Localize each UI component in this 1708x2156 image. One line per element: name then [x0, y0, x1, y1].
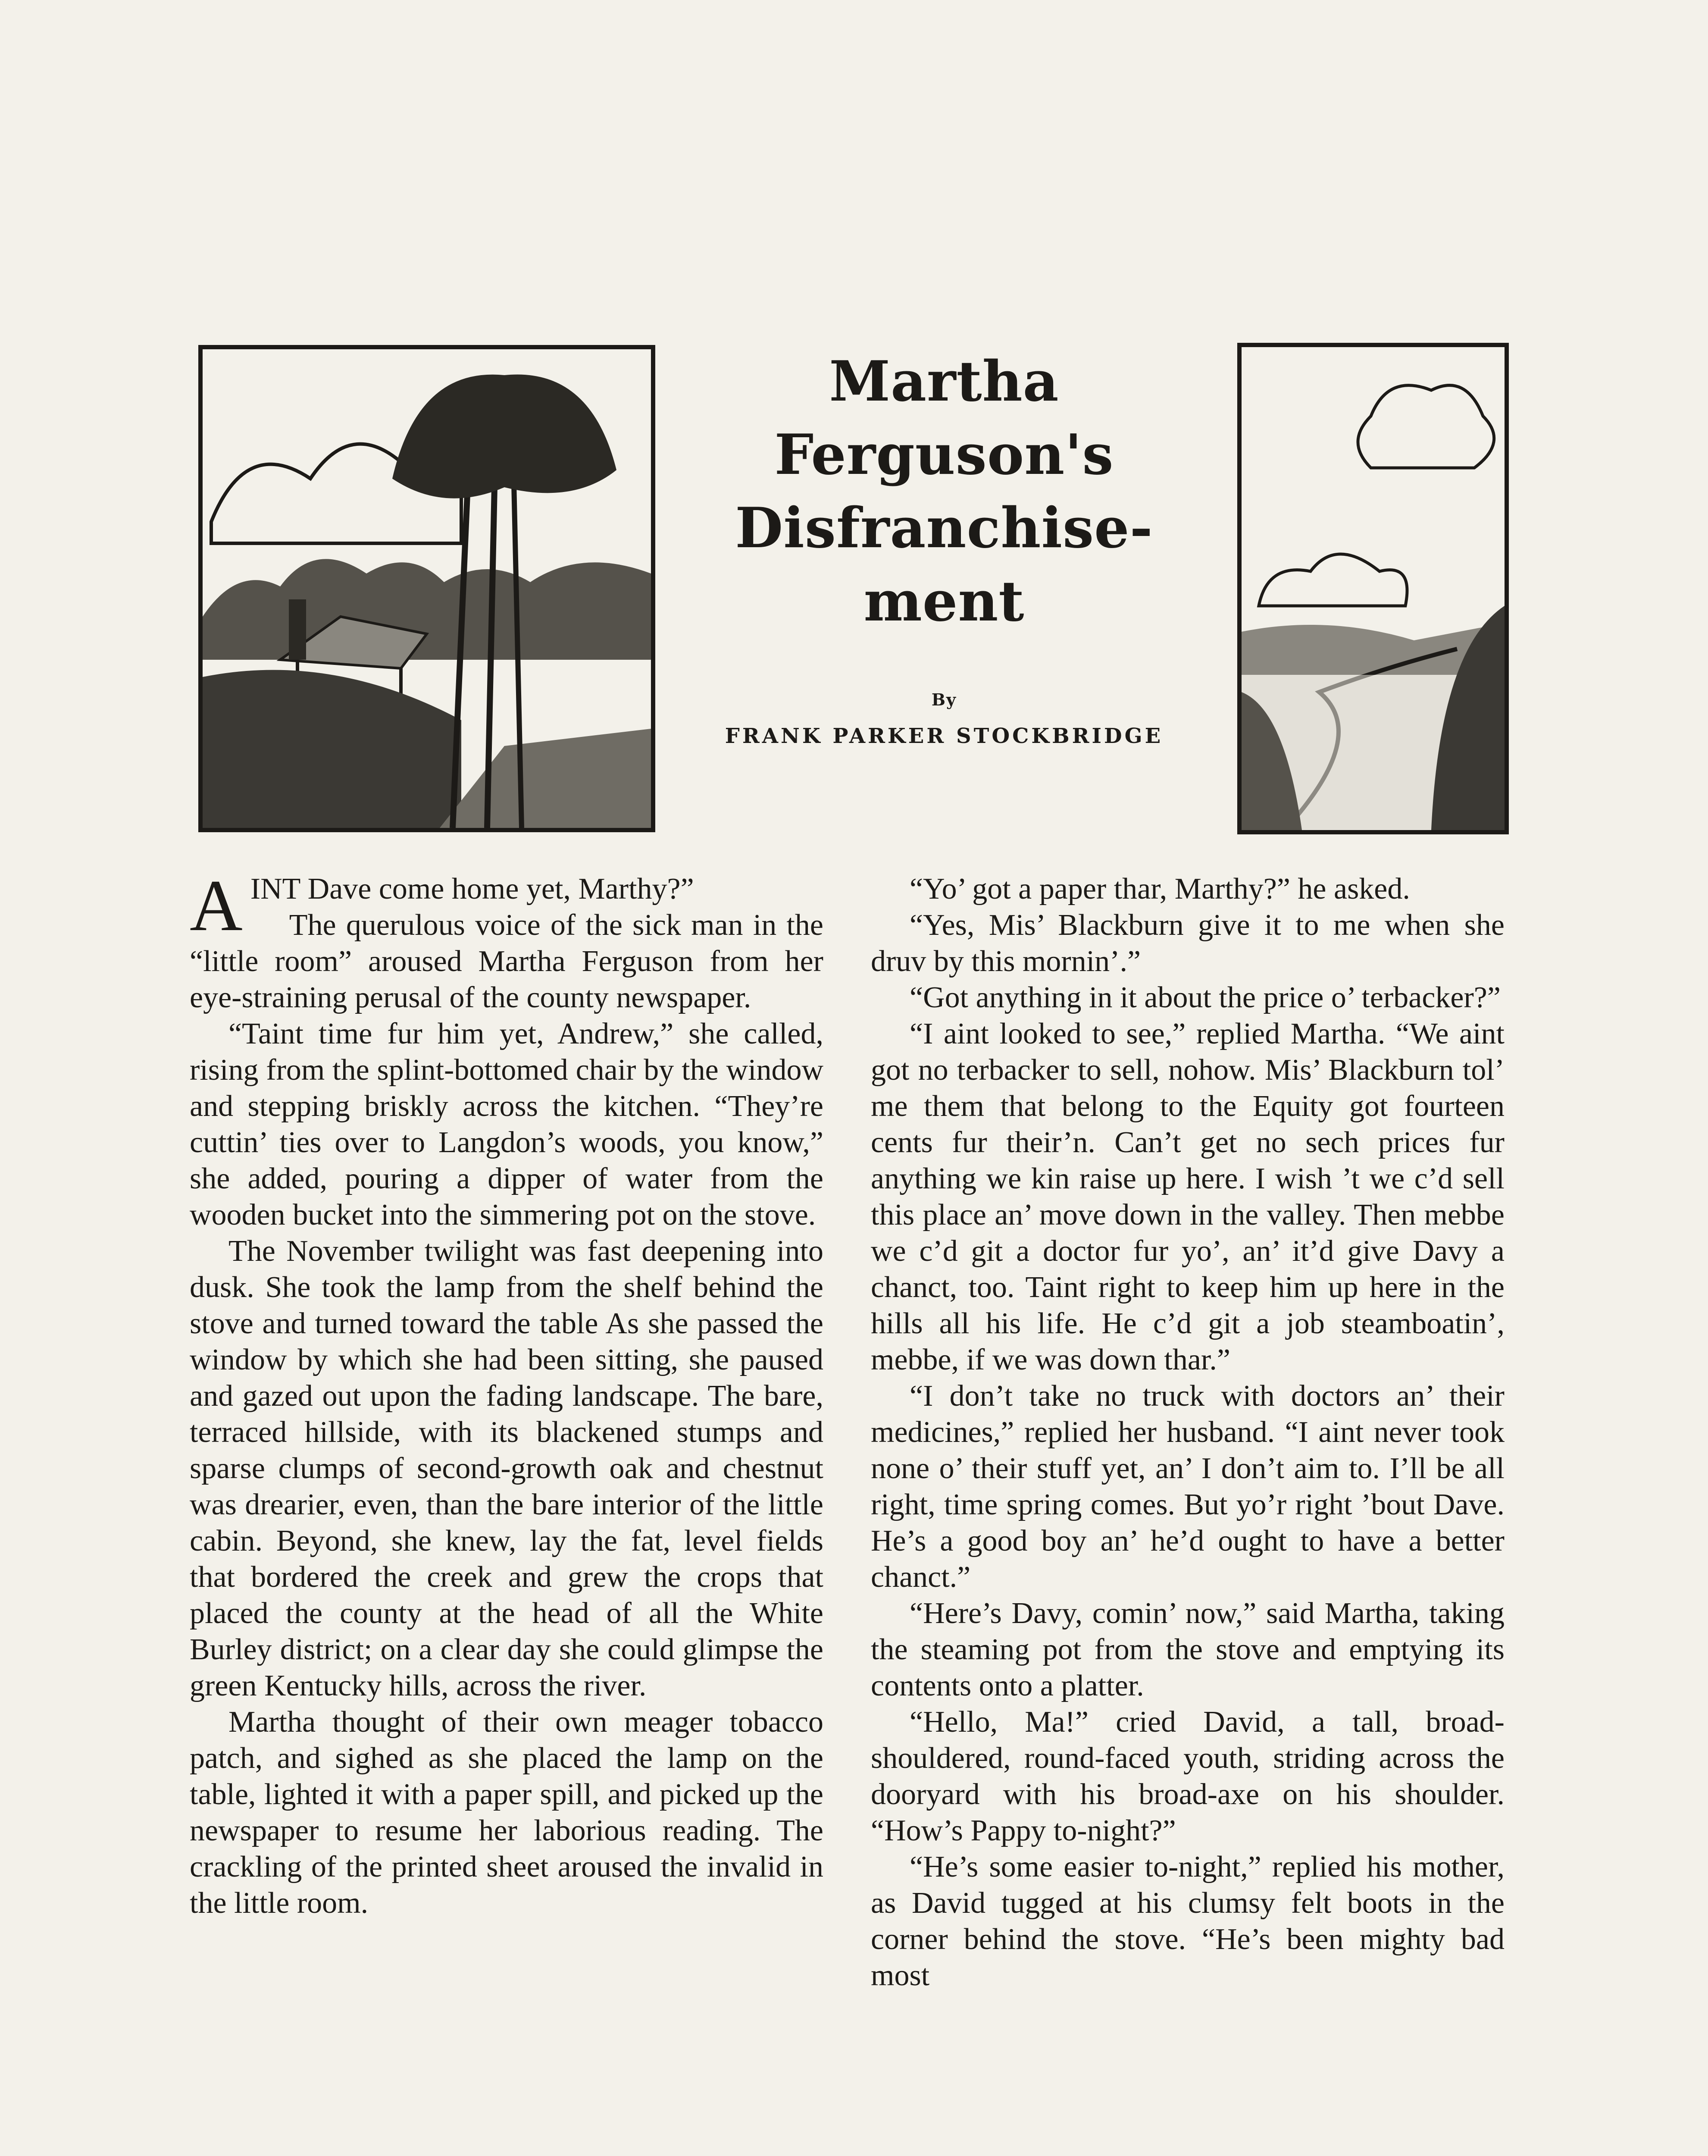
paragraph: “Yes, Mis’ Blackburn give it to me when she druv by this mornin’.” — [871, 909, 1505, 978]
paragraph: “I don’t take no truck with doctors an’ their medicines,” replied her husband. “I aint never took none o’ their stuff yet, an’ I don’t aim to. I’ll be all right, time spring comes. But yo’r right ’bout Dave. He’s a good boy an’ he’d ought to have a better chanct.” — [871, 1379, 1505, 1594]
article-title: Martha Ferguson's Disfranchise- ment — [735, 349, 1153, 634]
paragraph: “I aint looked to see,” replied Martha. “We aint got no terbacker to sell, nohow. Mis’ Blackburn tol’ me them that belong to the Equity got fourteen cents fur their’n. Can’t get no sech prices fur anything we kin raise up here. I wish ’t we c’d sell this place an’ move down in the valley. Then mebbe we c’d git a doctor fur yo’, an’ it’d give Davy a chanct, too. Taint right to keep him up here in the hills all his life. He c’d git a job steamboatin’, mebbe, if we was down thar.” — [871, 1017, 1505, 1376]
paragraph: Martha thought of their own meager tobacco patch, and sighed as she placed the lamp on the table, lighted it with a paper spill, and picked up the newspaper to resume her laborious reading. The crackling of the printed sheet aroused the invalid in the little room. — [190, 1705, 823, 1920]
text-column-left — [190, 865, 823, 1921]
text-column-right — [871, 871, 1505, 1994]
paragraph: “Here’s Davy, comin’ now,” said Martha, taking the steaming pot from the stove and emptying its contents onto a platter. — [871, 1597, 1505, 1702]
paragraph: “Got anything in it about the price o’ terbacker?” — [910, 981, 1501, 1014]
paragraph: “Taint time fur him yet, Andrew,” she called, rising from the splint-bottomed chair by the window and stepping briskly across the kitchen. “They’re cuttin’ ties over to Langdon’s woods, you know,” she added, pouring a dipper of water from the wooden bucket into the simmering pot on the stove. — [190, 1017, 823, 1232]
author-name: FRANK PARKER STOCKBRIDGE — [725, 724, 1164, 748]
drop-cap: A — [190, 865, 243, 946]
paragraph: “Yo’ got a paper thar, Marthy?” he asked. — [910, 872, 1410, 906]
byline-prefix: By — [931, 690, 957, 709]
paragraph: “He’s some easier to-night,” replied his mother, as David tugged at his clumsy felt boots in the corner behind the stove. “He’s been mighty bad most — [871, 1850, 1505, 1992]
paragraph: AINT Dave come home yet, Marthy?” — [190, 865, 694, 946]
paragraph: The querulous voice of the sick man in the “little room” aroused Martha Ferguson from her eye-straining perusal of the county newspaper. — [190, 909, 823, 1014]
paragraph: The November twilight was fast deepening into dusk. She took the lamp from the shelf behind the stove and turned toward the table As she passed the window by which she had been sitting, she paused and gazed out upon the fading landscape. The bare, terraced hillside, with its blackened stumps and sparse clumps of second-growth oak and chestnut was drearier, even, than the bare interior of the little cabin. Beyond, she knew, lay the fat, level fields that bordered the creek and grew the crops that placed the county at the head of all the White Burley district; on a clear day she could glimpse the green Kentucky hills, across the river. — [190, 1235, 823, 1702]
valley-illustration — [1237, 343, 1509, 834]
paragraph: “Hello, Ma!” cried David, a tall, broad-shouldered, round-faced youth, striding across the dooryard with his broad-axe on his shoulder. “How’s Pappy to-night?” — [871, 1705, 1505, 1847]
cabin-illustration — [198, 345, 655, 832]
title-block — [673, 345, 1216, 750]
